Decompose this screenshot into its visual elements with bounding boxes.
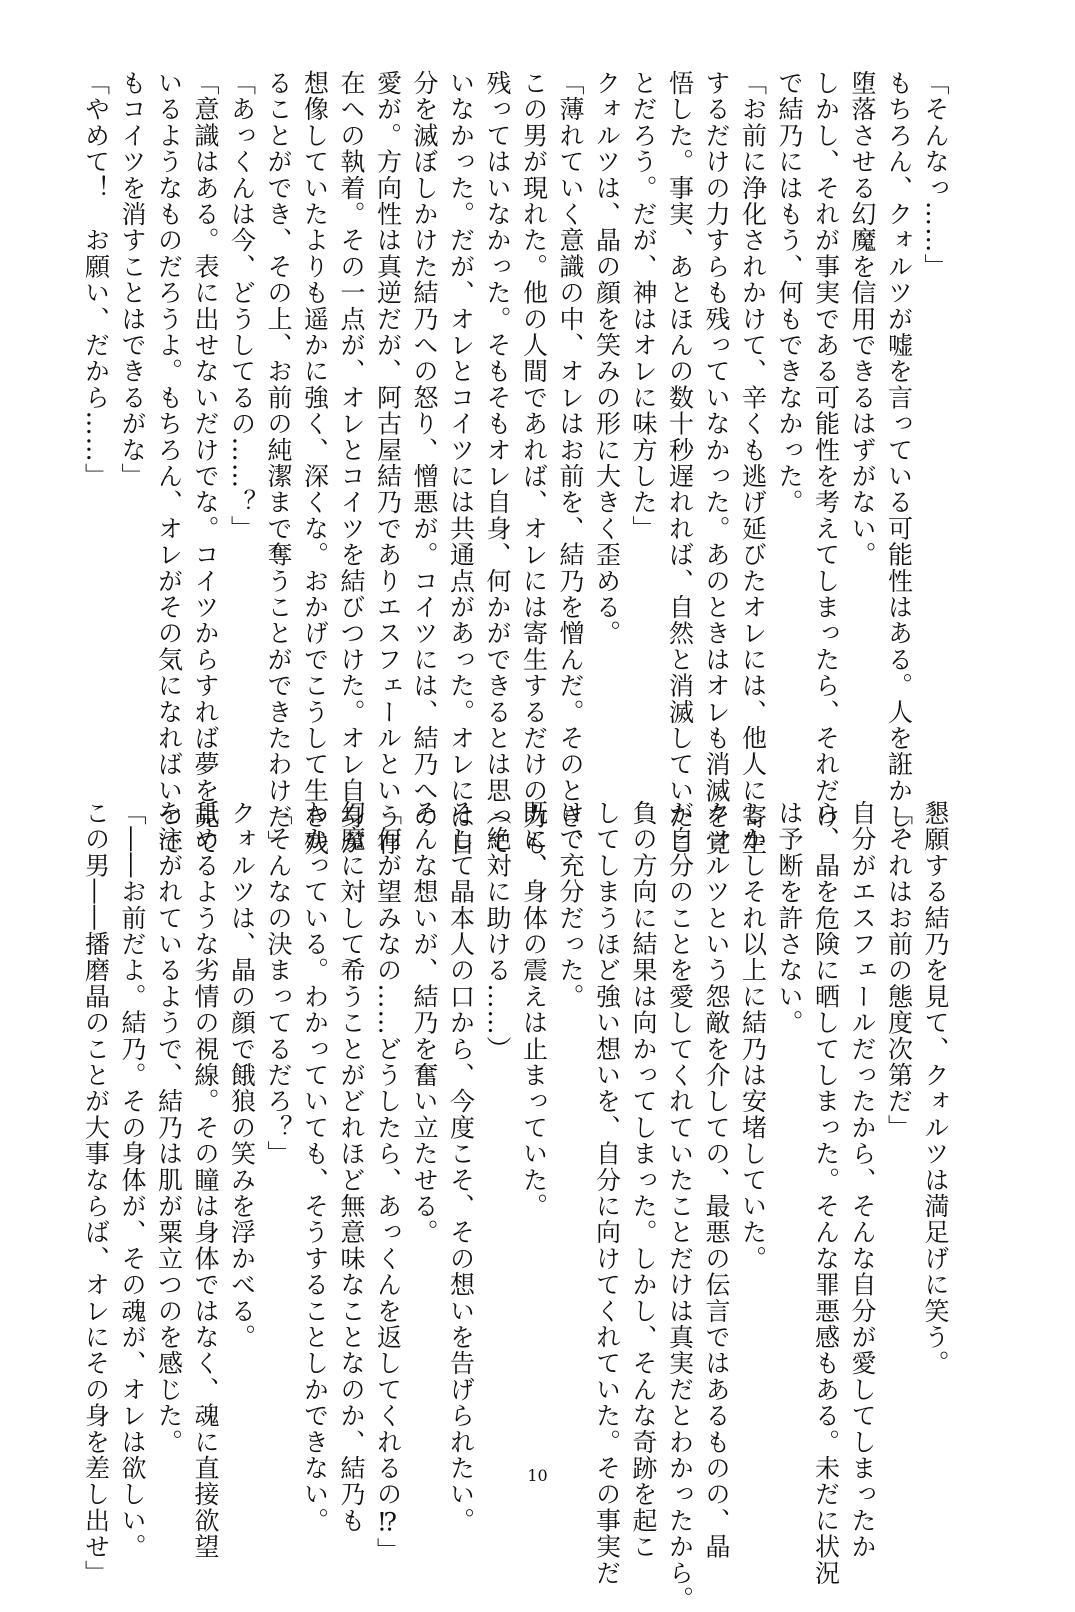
text-line: 自分がエスフェールだったから、そんな自分が愛してしまったか: [848, 800, 877, 1560]
text-line: いなかった。だが、オレとコイツには共通点があった。オレには自: [446, 70, 476, 856]
text-line: 幻魔に対して希うことがどれほど無意味なことなのか、結乃も: [337, 800, 366, 1534]
text-line: 在への執着。その一点が、オレとコイツを結びつけた。オレ自身が: [337, 70, 366, 856]
text-line: 負の方向に結果は向かってしまった。しかし、そんな奇跡を起こ: [629, 800, 658, 1560]
text-line: もちろん、クォルツが嘘を言っている可能性はある。人を誑かし、: [884, 70, 914, 856]
text-line: 「それはお前の態度次第だ」: [884, 800, 914, 1141]
text-line: 堕落させる幻魔を信用できるはずがない。: [848, 70, 877, 568]
text-line: わかっている。わかっていても、そうすることしかできない。: [300, 800, 330, 1534]
text-line: 悟した。事実、あとほんの数十秒遅れれば、自然と消滅していたこ: [665, 70, 695, 856]
text-line: 既に、身体の震えは止まっていた。: [519, 800, 549, 1220]
text-line: 「意識はある。表に出せないだけでな。コイツからすれば夢を見て: [191, 70, 220, 856]
text-line: けで充分だった。: [556, 800, 585, 1010]
text-line: しかしそれ以上に結乃は安堵していた。: [738, 800, 768, 1272]
text-line: クォルツという怨敵を介しての、最悪の伝言ではあるものの、晶: [702, 800, 731, 1560]
text-line: 残ってはいなかった。そもそもオレ自身、何かができるとは思って: [483, 70, 512, 856]
text-line: （絶対に助ける……）: [483, 800, 512, 1062]
page-number: 10: [527, 1466, 548, 1485]
text-line: そんな想いが、結乃を奮い立たせる。: [410, 800, 439, 1246]
text-line: 分を滅ぼしかけた結乃への怒り、憎悪が。コイツには、結乃への: [410, 70, 439, 830]
text-line: してしまうほど強い想いを、自分に向けてくれていた。その事実だ: [592, 800, 622, 1586]
text-line: 「お前に浄化されかけて、辛くも逃げ延びたオレには、他人に寄生: [738, 70, 768, 856]
text-line: 懇願する結乃を見て、クォルツは満足げに笑う。: [921, 800, 950, 1377]
text-line: 「薄れていく意識の中、オレはお前を、結乃を憎んだ。そのとき、: [556, 70, 585, 856]
text-line: ることができ、その上、お前の純潔まで奪うことができたわけだ」: [264, 70, 293, 856]
text-line: 「あっくんは今、どうしてるの……？」: [227, 70, 257, 542]
text-line: この男――播磨晶のことが大事ならば、オレにその身を差し出せ」: [81, 800, 111, 1586]
text-line: 舐めるような劣情の視線。その瞳は身体ではなく、魂に直接欲望: [191, 800, 220, 1560]
text-line: は予断を許さない。: [775, 800, 804, 1036]
text-line: しかし、それが事実である可能性を考えてしまったら、それだけ: [811, 70, 841, 830]
text-line: 「そんなの決まってるだろ？」: [264, 800, 293, 1167]
text-line: 「やめて！ お願い、だから……」: [81, 70, 111, 490]
text-line: いるようなものだろうよ。もちろん、オレがその気になればいつで: [154, 70, 184, 856]
text-line: するだけの力すらも残っていなかった。あのときはオレも消滅を覚: [702, 70, 731, 856]
text-line: 想像していたよりも遥かに強く、深くな。おかげでこうして生き残: [300, 70, 330, 856]
text-line: この男が現れた。他の人間であれば、オレには寄生するだけの力も: [519, 70, 549, 856]
text-line: 「――お前だよ。結乃。その身体が、その魂が、オレは欲しい。: [118, 800, 147, 1560]
text-line: が自分のことを愛してくれていたことだけは真実だとわかったから。: [665, 800, 695, 1612]
text-line: クォルツは、晶の顔を笑みの形に大きく歪める。: [592, 70, 622, 647]
text-line: もコイツを消すことはできるがな」: [118, 70, 147, 490]
text-line: を注がれているようで、結乃は肌が粟立つのを感じた。: [154, 800, 184, 1455]
text-line: ら、晶を危険に晒してしまった。そんな罪悪感もある。未だに状況: [811, 800, 841, 1586]
text-line: で結乃にはもう、何もできなかった。: [775, 70, 804, 516]
text-line: とだろう。だが、神はオレに味方した」: [629, 70, 658, 542]
text-line: 「そんなっ……」: [921, 70, 950, 280]
upper-text-block: [77, 70, 953, 856]
text-line: 「何が望みなの……どうしたら、あっくんを返してくれるの⁉」: [373, 800, 403, 1564]
text-line: クォルツは、晶の顔で餓狼の笑みを浮かべる。: [227, 800, 257, 1351]
text-line: そして晶本人の口から、今度こそ、その想いを告げられたい。: [446, 800, 476, 1534]
text-line: 愛が。方向性は真逆だが、阿古屋結乃でありエスフェールという存: [373, 70, 403, 856]
